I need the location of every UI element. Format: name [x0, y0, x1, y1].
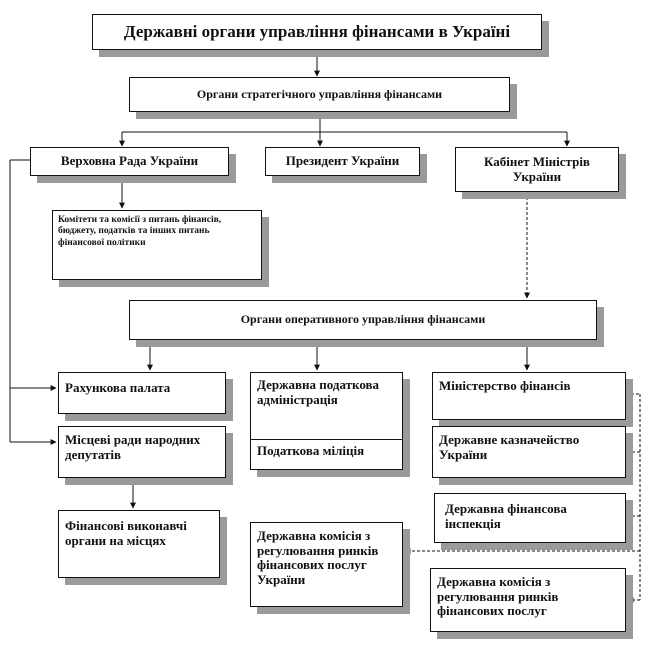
- tax-administration-label: Державна податкова адміністрація: [257, 377, 380, 407]
- securities-commission-box: Державна комісія з регулювання ринків фінансових послуг України: [250, 522, 403, 607]
- verkhovna-rada-box: Верховна Рада України: [30, 147, 229, 176]
- committees-box: Комітети та комісії з питань фінансів, бюджету, податків та інших питань фінансової політики: [52, 210, 262, 280]
- operational-management-box: Органи оперативного управління фінансами: [129, 300, 597, 340]
- markets-commission-box: Державна комісія з регулювання ринків фінансових послуг: [430, 568, 626, 632]
- financial-inspection-box: Державна фінансова інспекція: [434, 493, 626, 543]
- cabinet-of-ministers-box: Кабінет Міністрів України: [455, 147, 619, 192]
- strategic-management-box: Органи стратегічного управління фінансами: [129, 77, 510, 112]
- local-councils-box: Місцеві ради народних депутатів: [58, 426, 226, 478]
- diagram-title: Державні органи управління фінансами в Україні: [92, 14, 542, 50]
- tax-administration-group: [250, 372, 403, 470]
- state-treasury-box: Державне казначейство України: [432, 426, 626, 478]
- local-financial-executive-box: Фінансові виконавчі органи на місцях: [58, 510, 220, 578]
- ministry-of-finance-box: Міністерство фінансів: [432, 372, 626, 420]
- president-box: Президент України: [265, 147, 420, 176]
- tax-police-label: Податкова міліція: [257, 443, 365, 458]
- accounting-chamber-box: Рахункова палата: [58, 372, 226, 414]
